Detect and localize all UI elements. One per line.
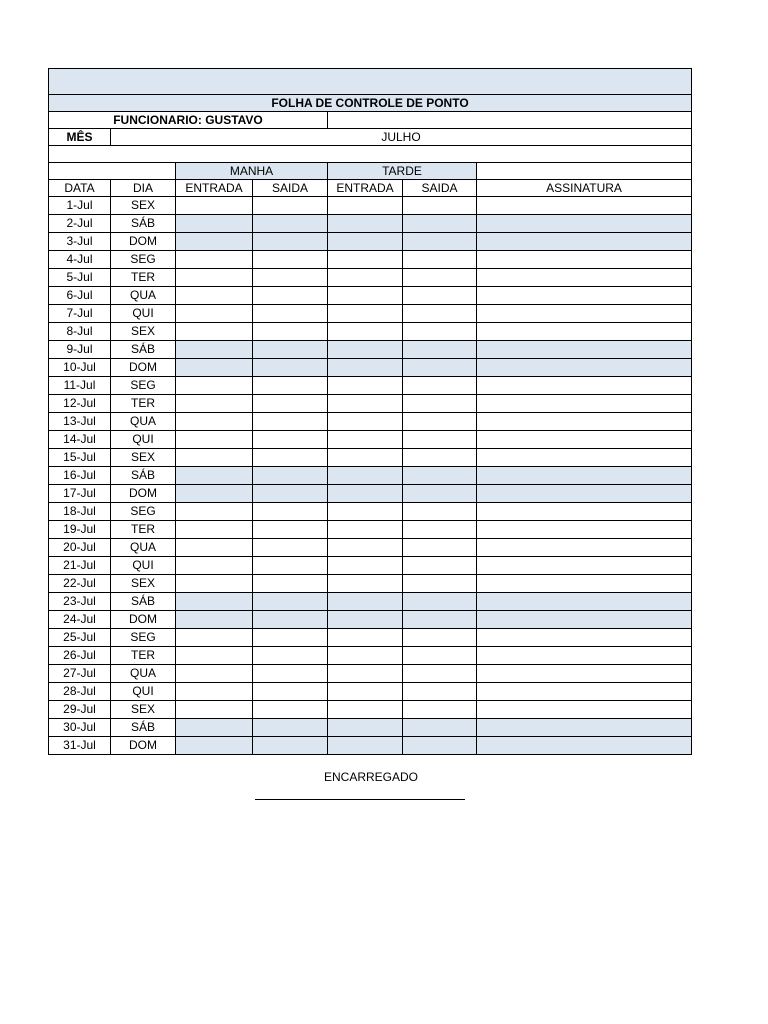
day-cell: QUA — [111, 539, 176, 557]
morning-out-cell[interactable] — [253, 521, 328, 539]
table-row — [49, 467, 692, 485]
sheet-title: FOLHA DE CONTROLE DE PONTO — [49, 95, 692, 112]
table-row — [49, 701, 692, 719]
timesheet-table — [48, 68, 692, 755]
table-row — [49, 233, 692, 251]
morning-in-cell[interactable] — [176, 683, 253, 701]
afternoon-out-cell[interactable] — [403, 485, 477, 503]
afternoon-in-cell[interactable] — [328, 233, 403, 251]
table-row — [49, 413, 692, 431]
afternoon-out-cell[interactable] — [403, 737, 477, 755]
date-cell: 6-Jul — [49, 287, 111, 305]
timesheet — [48, 68, 691, 755]
signature-cell[interactable] — [477, 485, 692, 503]
date-cell: 5-Jul — [49, 269, 111, 287]
afternoon-out-cell[interactable] — [403, 323, 477, 341]
date-cell: 24-Jul — [49, 611, 111, 629]
signature-cell[interactable] — [477, 215, 692, 233]
afternoon-in-cell[interactable] — [328, 575, 403, 593]
morning-in-cell[interactable] — [176, 467, 253, 485]
day-cell: SEX — [111, 449, 176, 467]
afternoon-in-cell[interactable] — [328, 521, 403, 539]
morning-out-cell[interactable] — [253, 305, 328, 323]
table-row — [49, 377, 692, 395]
morning-in-cell[interactable] — [176, 449, 253, 467]
employee-name: FUNCIONARIO: GUSTAVO — [49, 112, 328, 129]
afternoon-in-cell[interactable] — [328, 449, 403, 467]
table-row — [49, 251, 692, 269]
signature-cell[interactable] — [477, 557, 692, 575]
date-cell: 30-Jul — [49, 719, 111, 737]
afternoon-header: TARDE — [328, 163, 477, 180]
signature-cell[interactable] — [477, 593, 692, 611]
table-row — [49, 521, 692, 539]
morning-in-cell[interactable] — [176, 431, 253, 449]
month-value: JULHO — [111, 129, 692, 146]
day-cell: SEG — [111, 251, 176, 269]
morning-in-cell[interactable] — [176, 413, 253, 431]
table-row — [49, 557, 692, 575]
afternoon-in-cell[interactable] — [328, 377, 403, 395]
afternoon-in-cell[interactable] — [328, 287, 403, 305]
morning-in-cell[interactable] — [176, 503, 253, 521]
morning-out-cell[interactable] — [253, 593, 328, 611]
morning-header: MANHA — [176, 163, 328, 180]
afternoon-in-cell[interactable] — [328, 629, 403, 647]
afternoon-in-cell[interactable] — [328, 323, 403, 341]
afternoon-in-cell[interactable] — [328, 503, 403, 521]
afternoon-in-cell[interactable] — [328, 341, 403, 359]
afternoon-in-cell[interactable] — [328, 557, 403, 575]
afternoon-out-cell[interactable] — [403, 215, 477, 233]
date-cell: 7-Jul — [49, 305, 111, 323]
day-cell: DOM — [111, 233, 176, 251]
afternoon-out-cell[interactable] — [403, 197, 477, 215]
signature-cell[interactable] — [477, 377, 692, 395]
day-cell: QUA — [111, 413, 176, 431]
afternoon-out-cell[interactable] — [403, 539, 477, 557]
date-cell: 19-Jul — [49, 521, 111, 539]
group-blank-cell — [49, 163, 176, 180]
signature-cell[interactable] — [477, 395, 692, 413]
table-row — [49, 611, 692, 629]
signature-cell[interactable] — [477, 197, 692, 215]
afternoon-in-cell[interactable] — [328, 611, 403, 629]
table-row — [49, 503, 692, 521]
day-cell: SÁB — [111, 593, 176, 611]
date-cell: 31-Jul — [49, 737, 111, 755]
afternoon-out-header: SAIDA — [403, 180, 477, 197]
table-row — [49, 323, 692, 341]
date-cell: 29-Jul — [49, 701, 111, 719]
morning-in-cell[interactable] — [176, 251, 253, 269]
morning-in-cell[interactable] — [176, 611, 253, 629]
morning-out-cell[interactable] — [253, 251, 328, 269]
date-cell: 16-Jul — [49, 467, 111, 485]
table-row — [49, 431, 692, 449]
afternoon-in-cell[interactable] — [328, 665, 403, 683]
signature-cell[interactable] — [477, 611, 692, 629]
date-cell: 27-Jul — [49, 665, 111, 683]
morning-in-cell[interactable] — [176, 539, 253, 557]
date-cell: 13-Jul — [49, 413, 111, 431]
morning-out-cell[interactable] — [253, 737, 328, 755]
table-row — [49, 593, 692, 611]
afternoon-out-cell[interactable] — [403, 593, 477, 611]
afternoon-in-cell[interactable] — [328, 467, 403, 485]
date-cell: 18-Jul — [49, 503, 111, 521]
table-row — [49, 197, 692, 215]
morning-in-cell[interactable] — [176, 647, 253, 665]
supervisor-label: ENCARREGADO — [323, 770, 418, 784]
signature-cell[interactable] — [477, 719, 692, 737]
table-row — [49, 395, 692, 413]
day-cell: SEG — [111, 503, 176, 521]
afternoon-in-cell[interactable] — [328, 251, 403, 269]
day-cell: QUI — [111, 305, 176, 323]
morning-in-cell[interactable] — [176, 341, 253, 359]
morning-in-cell[interactable] — [176, 719, 253, 737]
signature-cell[interactable] — [477, 575, 692, 593]
afternoon-out-cell[interactable] — [403, 413, 477, 431]
table-row — [49, 341, 692, 359]
day-cell: SÁB — [111, 215, 176, 233]
group-blank-signature — [477, 163, 692, 180]
morning-out-cell[interactable] — [253, 701, 328, 719]
signature-cell[interactable] — [477, 287, 692, 305]
afternoon-out-cell[interactable] — [403, 719, 477, 737]
date-cell: 17-Jul — [49, 485, 111, 503]
day-cell: QUA — [111, 287, 176, 305]
table-row — [49, 665, 692, 683]
date-cell: 28-Jul — [49, 683, 111, 701]
morning-out-cell[interactable] — [253, 449, 328, 467]
afternoon-out-cell[interactable] — [403, 359, 477, 377]
table-row — [49, 485, 692, 503]
afternoon-in-cell[interactable] — [328, 395, 403, 413]
day-cell: SEG — [111, 377, 176, 395]
day-cell: SEX — [111, 323, 176, 341]
morning-out-cell[interactable] — [253, 557, 328, 575]
table-row — [49, 359, 692, 377]
day-cell: DOM — [111, 485, 176, 503]
morning-out-cell[interactable] — [253, 665, 328, 683]
morning-in-cell[interactable] — [176, 215, 253, 233]
day-cell: SEX — [111, 701, 176, 719]
signature-cell[interactable] — [477, 449, 692, 467]
signature-cell[interactable] — [477, 413, 692, 431]
morning-out-cell[interactable] — [253, 287, 328, 305]
signature-cell[interactable] — [477, 539, 692, 557]
day-cell: DOM — [111, 737, 176, 755]
signature-cell[interactable] — [477, 629, 692, 647]
morning-out-cell[interactable] — [253, 395, 328, 413]
table-row — [49, 305, 692, 323]
afternoon-in-cell[interactable] — [328, 197, 403, 215]
afternoon-out-cell[interactable] — [403, 305, 477, 323]
date-cell: 11-Jul — [49, 377, 111, 395]
signature-cell[interactable] — [477, 503, 692, 521]
afternoon-out-cell[interactable] — [403, 449, 477, 467]
table-row — [49, 575, 692, 593]
day-cell: QUA — [111, 665, 176, 683]
morning-in-cell[interactable] — [176, 575, 253, 593]
day-cell: QUI — [111, 431, 176, 449]
afternoon-out-cell[interactable] — [403, 233, 477, 251]
morning-out-cell[interactable] — [253, 341, 328, 359]
morning-in-cell[interactable] — [176, 521, 253, 539]
afternoon-out-cell[interactable] — [403, 665, 477, 683]
day-column-header: DIA — [111, 180, 176, 197]
date-cell: 8-Jul — [49, 323, 111, 341]
signature-cell[interactable] — [477, 701, 692, 719]
afternoon-in-cell[interactable] — [328, 683, 403, 701]
date-cell: 4-Jul — [49, 251, 111, 269]
signature-cell[interactable] — [477, 251, 692, 269]
afternoon-out-cell[interactable] — [403, 287, 477, 305]
afternoon-out-cell[interactable] — [403, 683, 477, 701]
morning-out-cell[interactable] — [253, 467, 328, 485]
signature-cell[interactable] — [477, 665, 692, 683]
date-cell: 12-Jul — [49, 395, 111, 413]
supervisor-signature-line[interactable] — [255, 799, 465, 800]
afternoon-in-cell[interactable] — [328, 593, 403, 611]
afternoon-out-cell[interactable] — [403, 575, 477, 593]
afternoon-in-cell[interactable] — [328, 413, 403, 431]
afternoon-out-cell[interactable] — [403, 341, 477, 359]
day-cell: TER — [111, 269, 176, 287]
signature-cell[interactable] — [477, 305, 692, 323]
afternoon-in-cell[interactable] — [328, 359, 403, 377]
day-cell: DOM — [111, 359, 176, 377]
date-cell: 9-Jul — [49, 341, 111, 359]
morning-out-cell[interactable] — [253, 197, 328, 215]
afternoon-in-cell[interactable] — [328, 485, 403, 503]
afternoon-in-cell[interactable] — [328, 539, 403, 557]
signature-cell[interactable] — [477, 359, 692, 377]
date-cell: 26-Jul — [49, 647, 111, 665]
morning-out-cell[interactable] — [253, 647, 328, 665]
morning-in-cell[interactable] — [176, 377, 253, 395]
day-cell: SEX — [111, 197, 176, 215]
morning-out-cell[interactable] — [253, 683, 328, 701]
morning-in-cell[interactable] — [176, 197, 253, 215]
signature-cell[interactable] — [477, 647, 692, 665]
date-cell: 25-Jul — [49, 629, 111, 647]
morning-in-cell[interactable] — [176, 287, 253, 305]
date-cell: 14-Jul — [49, 431, 111, 449]
afternoon-in-header: ENTRADA — [328, 180, 403, 197]
date-cell: 2-Jul — [49, 215, 111, 233]
date-cell: 3-Jul — [49, 233, 111, 251]
table-row — [49, 449, 692, 467]
date-cell: 10-Jul — [49, 359, 111, 377]
spacer-row — [49, 146, 692, 163]
afternoon-out-cell[interactable] — [403, 521, 477, 539]
morning-out-cell[interactable] — [253, 359, 328, 377]
afternoon-in-cell[interactable] — [328, 269, 403, 287]
date-cell: 22-Jul — [49, 575, 111, 593]
signature-cell[interactable] — [477, 323, 692, 341]
morning-in-cell[interactable] — [176, 395, 253, 413]
afternoon-out-cell[interactable] — [403, 647, 477, 665]
date-column-header: DATA — [49, 180, 111, 197]
day-cell: SÁB — [111, 341, 176, 359]
morning-in-cell[interactable] — [176, 323, 253, 341]
morning-out-cell[interactable] — [253, 323, 328, 341]
afternoon-out-cell[interactable] — [403, 557, 477, 575]
day-cell: TER — [111, 521, 176, 539]
afternoon-out-cell[interactable] — [403, 431, 477, 449]
morning-out-cell[interactable] — [253, 431, 328, 449]
day-cell: SEG — [111, 629, 176, 647]
afternoon-out-cell[interactable] — [403, 611, 477, 629]
morning-in-cell[interactable] — [176, 593, 253, 611]
afternoon-in-cell[interactable] — [328, 647, 403, 665]
morning-out-cell[interactable] — [253, 377, 328, 395]
day-cell: SEX — [111, 575, 176, 593]
afternoon-out-cell[interactable] — [403, 629, 477, 647]
signature-cell[interactable] — [477, 341, 692, 359]
afternoon-in-cell[interactable] — [328, 305, 403, 323]
afternoon-out-cell[interactable] — [403, 269, 477, 287]
table-row — [49, 539, 692, 557]
afternoon-in-cell[interactable] — [328, 215, 403, 233]
signature-cell[interactable] — [477, 233, 692, 251]
table-row — [49, 737, 692, 755]
afternoon-in-cell[interactable] — [328, 719, 403, 737]
morning-in-cell[interactable] — [176, 701, 253, 719]
day-cell: SÁB — [111, 467, 176, 485]
footer — [48, 769, 691, 785]
morning-in-cell[interactable] — [176, 305, 253, 323]
morning-in-cell[interactable] — [176, 629, 253, 647]
employee-extra-cell[interactable] — [328, 112, 692, 129]
signature-cell[interactable] — [477, 521, 692, 539]
signature-column-header: ASSINATURA — [477, 180, 692, 197]
table-row — [49, 269, 692, 287]
signature-cell[interactable] — [477, 431, 692, 449]
morning-out-cell[interactable] — [253, 575, 328, 593]
date-cell: 20-Jul — [49, 539, 111, 557]
morning-in-cell[interactable] — [176, 737, 253, 755]
morning-out-cell[interactable] — [253, 233, 328, 251]
day-cell: TER — [111, 647, 176, 665]
morning-out-cell[interactable] — [253, 719, 328, 737]
morning-out-cell[interactable] — [253, 629, 328, 647]
morning-out-cell[interactable] — [253, 215, 328, 233]
day-cell: SÁB — [111, 719, 176, 737]
day-cell: QUI — [111, 683, 176, 701]
morning-in-cell[interactable] — [176, 233, 253, 251]
morning-in-cell[interactable] — [176, 269, 253, 287]
signature-cell[interactable] — [477, 269, 692, 287]
date-cell: 21-Jul — [49, 557, 111, 575]
date-cell: 23-Jul — [49, 593, 111, 611]
morning-in-header: ENTRADA — [176, 180, 253, 197]
signature-cell[interactable] — [477, 467, 692, 485]
morning-out-cell[interactable] — [253, 611, 328, 629]
morning-in-cell[interactable] — [176, 665, 253, 683]
morning-out-cell[interactable] — [253, 503, 328, 521]
day-cell: TER — [111, 395, 176, 413]
day-cell: QUI — [111, 557, 176, 575]
table-row — [49, 647, 692, 665]
signature-cell[interactable] — [477, 683, 692, 701]
afternoon-in-cell[interactable] — [328, 431, 403, 449]
table-row — [49, 215, 692, 233]
table-row — [49, 683, 692, 701]
table-row — [49, 719, 692, 737]
date-cell: 15-Jul — [49, 449, 111, 467]
morning-out-header: SAIDA — [253, 180, 328, 197]
month-label: MÊS — [49, 129, 111, 146]
date-cell: 1-Jul — [49, 197, 111, 215]
table-row — [49, 287, 692, 305]
morning-in-cell[interactable] — [176, 359, 253, 377]
morning-out-cell[interactable] — [253, 413, 328, 431]
morning-in-cell[interactable] — [176, 485, 253, 503]
top-banner — [49, 69, 692, 95]
afternoon-in-cell[interactable] — [328, 701, 403, 719]
afternoon-out-cell[interactable] — [403, 701, 477, 719]
afternoon-out-cell[interactable] — [403, 251, 477, 269]
morning-in-cell[interactable] — [176, 557, 253, 575]
day-cell: DOM — [111, 611, 176, 629]
morning-out-cell[interactable] — [253, 539, 328, 557]
afternoon-out-cell[interactable] — [403, 503, 477, 521]
table-row — [49, 629, 692, 647]
afternoon-out-cell[interactable] — [403, 467, 477, 485]
afternoon-out-cell[interactable] — [403, 377, 477, 395]
morning-out-cell[interactable] — [253, 485, 328, 503]
signature-cell[interactable] — [477, 737, 692, 755]
morning-out-cell[interactable] — [253, 269, 328, 287]
afternoon-out-cell[interactable] — [403, 395, 477, 413]
afternoon-in-cell[interactable] — [328, 737, 403, 755]
